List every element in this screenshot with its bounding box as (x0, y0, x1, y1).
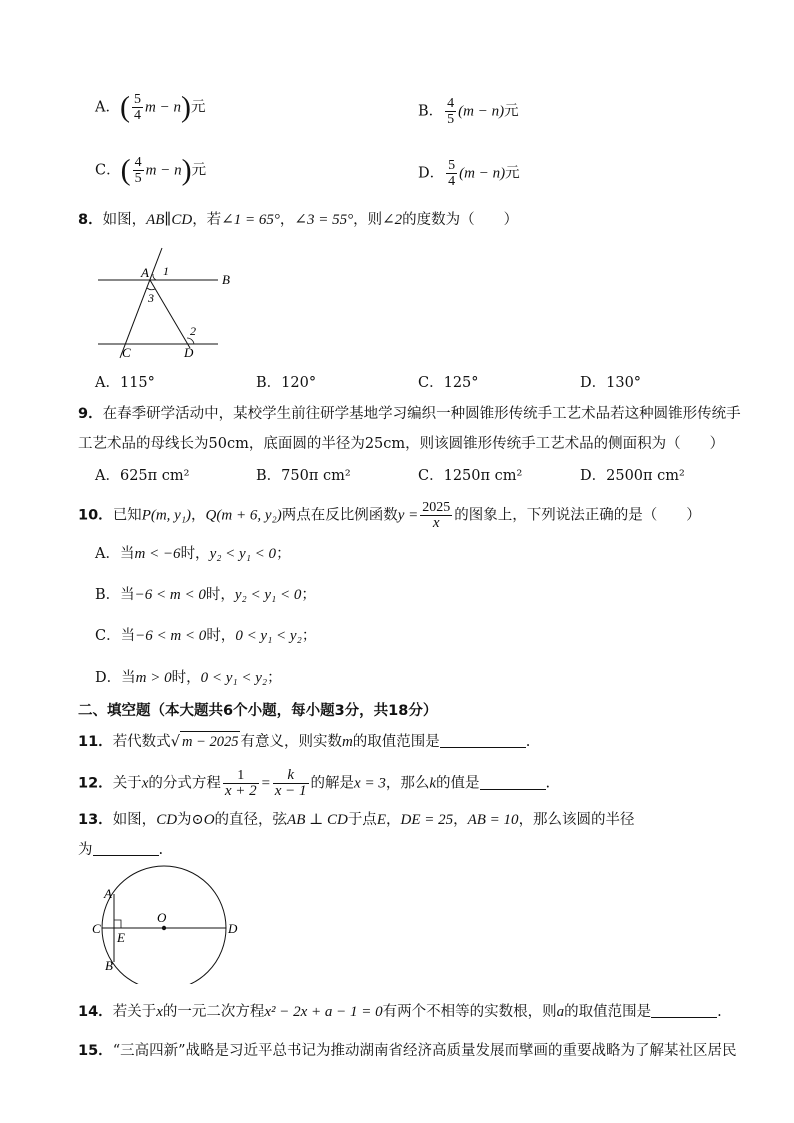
line-ad (150, 280, 190, 348)
q10-option-b: B．当−6 < m < 0时，y₂ < y₁ < 0； (95, 587, 316, 603)
center-point (162, 926, 166, 930)
q8-option-a: A．115° (95, 375, 155, 391)
q7-option-b: B． $\frac{4}{5}$ (m − n)元 (418, 96, 519, 127)
q7-option-d: D． $\frac{5}{4}$ (m − n)元 (418, 158, 520, 189)
q13-stem-line2: 为 . (78, 842, 164, 858)
label-e: E (117, 930, 125, 945)
angle-1-arc (153, 274, 156, 280)
q10-stem: 10．已知P(m, y₁)，Q(m + 6, y₂)两点在反比例函数y = $\frac{2025}{x}$ 的图象上，下列说法正确的是（ ） (78, 500, 701, 531)
q9-option-d: D．2500π cm² (580, 468, 685, 484)
q13-figure (88, 864, 248, 984)
label-b: B (105, 958, 113, 973)
q12-stem: 12．关于x的分式方程 $\frac{1}{x + 2}$ = $\frac{k}{x - 1}$ 的解是x = 3，那么k的值是 . (78, 767, 551, 799)
label-2: 2 (190, 324, 196, 338)
label-c: C (122, 345, 131, 360)
q9-option-c: C．1250π cm² (418, 468, 523, 484)
label-d: D (228, 921, 238, 936)
q8-option-c: C．125° (418, 375, 479, 391)
q13-answer-blank[interactable] (93, 841, 159, 856)
q9-option-a: A．625π cm² (95, 468, 190, 484)
section-title-fill-in: 二、填空题（本大题共6个小题，每小题3分，共18分） (78, 703, 438, 719)
q15-stem: 15．“三高四新”战略是习近平总书记为推动湖南省经济高质量发展而擘画的重要战略为了解某社区居民 (78, 1043, 737, 1059)
q10-option-d: D．当m > 0时，0 < y₁ < y₂； (95, 670, 282, 686)
label-o: O (157, 910, 167, 925)
q11-stem: 11．若代数式√ m − 2025 有意义，则实数m的取值范围是 . (78, 731, 530, 752)
q11-answer-blank[interactable] (440, 733, 526, 748)
q8-stem: 8．如图，AB∥CD，若∠1 = 65°，∠3 = 55°，则∠2的度数为（ ） (78, 212, 519, 228)
q14-stem: 14．若关于x的一元二次方程x² − 2x + a − 1 = 0有两个不相等的实数根，则a的取值范围是 . (78, 1004, 722, 1020)
q12-answer-blank[interactable] (480, 775, 546, 790)
q9-stem-line2: 工艺术品的母线长为50cm，底面圆的半径为25cm，则该圆锥形传统手工艺术品的侧面积为（ ） (78, 436, 725, 452)
label-a: A (141, 265, 149, 280)
q13-stem-line1: 13．如图，CD为⊙O的直径，弦AB ⊥ CD于点E，DE = 25，AB = 10，那么该圆的半径 (78, 812, 635, 828)
q8-figure (90, 244, 250, 364)
q7-option-a: A．( $\frac{5}{4}$ m − n)元 (95, 90, 206, 124)
label-1: 1 (163, 264, 169, 278)
q10-option-a: A．当m < −6时，y₂ < y₁ < 0； (95, 546, 291, 562)
label-b: B (222, 272, 230, 287)
q7-option-c: C．( $\frac{4}{5}$ m − n)元 (95, 153, 207, 187)
right-angle-mark (114, 920, 121, 928)
q8-option-d: D．130° (580, 375, 642, 391)
q8-option-b: B．120° (256, 375, 317, 391)
q14-answer-blank[interactable] (651, 1003, 717, 1018)
angle-3-arc (147, 288, 155, 290)
label-d: D (184, 345, 194, 360)
label-3: 3 (148, 291, 154, 305)
angle-2-arc (187, 338, 194, 344)
label-a: A (104, 886, 112, 901)
q10-option-c: C．当−6 < m < 0时，0 < y₁ < y₂； (95, 628, 317, 644)
q9-option-b: B．750π cm² (256, 468, 351, 484)
label-c: C (92, 921, 101, 936)
q9-stem-line1: 9．在春季研学活动中，某校学生前往研学基地学习编织一种圆锥形传统手工艺术品若这种圆锥形传统手 (78, 406, 741, 422)
